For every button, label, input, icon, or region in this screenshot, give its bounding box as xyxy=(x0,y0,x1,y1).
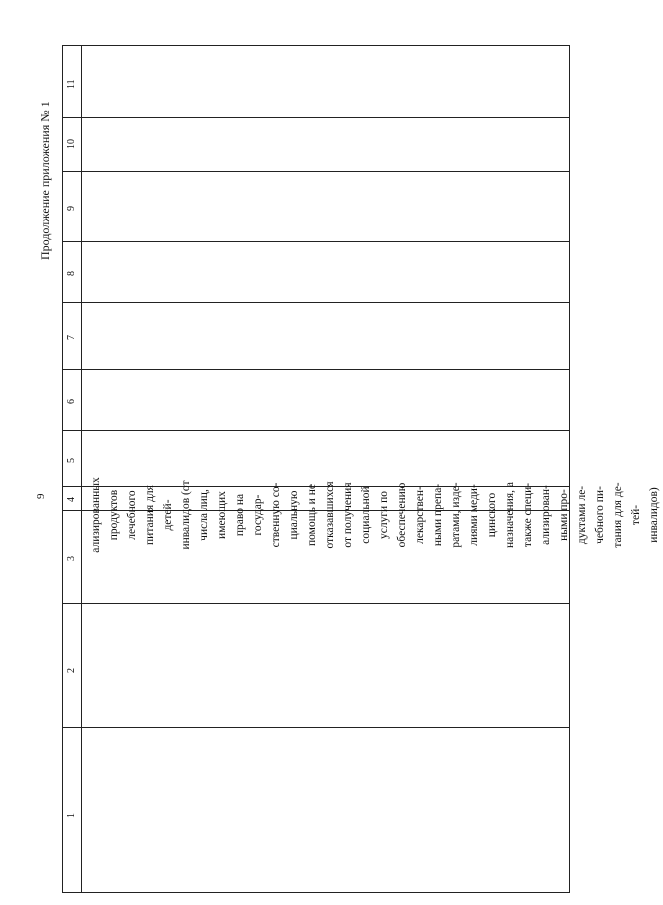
col-divider xyxy=(63,302,569,303)
cell-text-line: имеющих xyxy=(216,491,228,539)
col-divider xyxy=(63,430,569,431)
cell-text-line: обеспечению xyxy=(396,482,408,548)
cell-text-line: государ- xyxy=(252,494,264,536)
cell-text-line: тей- xyxy=(630,504,642,526)
cell-text-line: инвалидов (от xyxy=(180,480,192,550)
col-header-10: 10 xyxy=(66,139,77,149)
cell-text-line: питания для xyxy=(144,485,156,545)
cell-text-line: право на xyxy=(234,493,246,537)
col-header-7: 7 xyxy=(66,335,77,340)
col-header-3: 3 xyxy=(66,556,77,561)
cell-text-line: ализированных xyxy=(90,477,102,553)
col-header-8: 8 xyxy=(66,271,77,276)
col-divider xyxy=(63,171,569,172)
cell-text-line: инвалидов) xyxy=(648,487,660,543)
cell-text-line: циальную xyxy=(288,490,300,540)
cell-text-line: чебного пи- xyxy=(594,486,606,544)
header-divider xyxy=(81,46,82,892)
cell-text-line: ратами, изде- xyxy=(450,482,462,548)
col-header-1: 1 xyxy=(66,813,77,818)
cell-text-line: лекарствен- xyxy=(414,486,426,544)
col-divider xyxy=(63,117,569,118)
col-divider xyxy=(63,241,569,242)
cell-text-line: социальной xyxy=(360,486,372,544)
cell-text-line: ственную со- xyxy=(270,482,282,548)
cell-text-line: дуктами ле- xyxy=(576,485,588,545)
cell-col3-text xyxy=(86,477,660,553)
col-divider xyxy=(63,603,569,604)
cell-text-line: отказавшихся xyxy=(324,481,336,549)
col-header-5: 5 xyxy=(66,458,77,463)
cell-text-line: детей- xyxy=(162,499,174,531)
cell-text-line: лечебного xyxy=(126,490,138,540)
cell-text-line: цинского xyxy=(486,492,498,538)
col-divider xyxy=(63,727,569,728)
col-header-11: 11 xyxy=(66,79,77,89)
cell-text-line: ными про- xyxy=(558,489,570,541)
appendix-caption: Продолжение приложения № 1 xyxy=(38,101,52,260)
cell-text-line: тания для де- xyxy=(612,482,624,548)
cell-text-line: от получения xyxy=(342,482,354,548)
col-divider xyxy=(63,369,569,370)
cell-text-line: также специ- xyxy=(522,482,534,548)
cell-text-line: ными препа- xyxy=(432,483,444,547)
col-header-6: 6 xyxy=(66,399,77,404)
cell-text-line: лиями меди- xyxy=(468,484,480,546)
cell-text-line: продуктов xyxy=(108,489,120,541)
page-number: 9 xyxy=(35,493,47,499)
cell-text-line: числа лиц, xyxy=(198,489,210,541)
cell-text-line: помощь и не xyxy=(306,484,318,546)
cell-text-line: ализирован- xyxy=(540,485,552,545)
col-header-9: 9 xyxy=(66,206,77,211)
data-table xyxy=(62,45,660,893)
cell-text-line: услуги по xyxy=(378,491,390,539)
col-header-4: 4 xyxy=(66,497,77,502)
col-header-2: 2 xyxy=(66,668,77,673)
cell-text-line: назначения, а xyxy=(504,482,516,548)
